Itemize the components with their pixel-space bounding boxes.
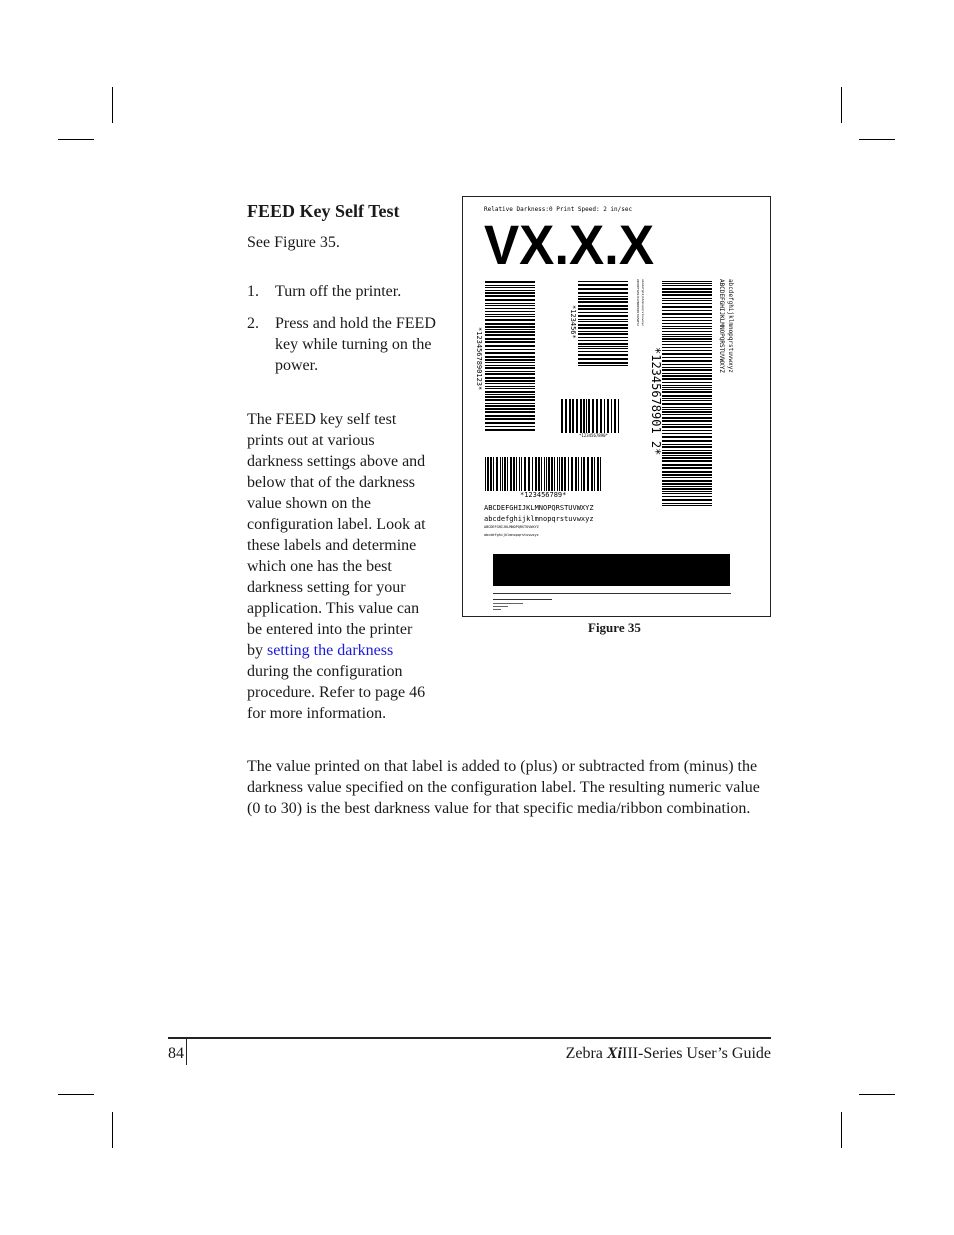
barcode-bar [485,290,535,291]
test-line [493,593,731,594]
barcode-bar [662,493,712,494]
barcode-horizontal-3 [561,399,619,433]
barcode-bar [485,338,535,340]
barcode-bar [485,383,535,384]
barcode-bar [485,403,535,404]
barcode-vertical-1 [485,281,535,431]
vertical-uppercase: ABCDEFGHIJKLMNOPQRSTUVWXYZ [718,279,725,373]
barcode-bar [485,415,535,417]
barcode-bar [600,457,601,491]
guide-title [566,1045,771,1063]
barcode-bar [485,334,535,336]
barcode-bar [662,391,712,393]
barcode-bar [662,440,712,442]
barcode-bar [662,298,712,299]
barcode-bar [662,457,712,459]
barcode-bar [578,284,628,286]
vertical-small-upper: ABCDEFGHIJKLMNOPQRSTUVWXYZ [636,279,640,326]
barcode-bar [587,457,589,491]
step-item [247,281,437,302]
barcode-bar [578,362,628,364]
barcode-bar [485,341,535,343]
label-header: Relative Darkness:0 Print Speed: 2 in/sec [484,206,633,213]
barcode-bar [662,455,712,456]
barcode-bar [578,354,628,356]
barcode4-text: *123456789* [520,491,567,499]
barcode-bar [662,387,712,388]
barcode-bar [485,429,535,431]
barcode-bar [662,505,712,506]
barcode-bar [662,491,712,492]
crop-mark [112,1112,113,1148]
steps-list [247,281,437,387]
barcode-bar [662,338,712,340]
barcode-bar [485,292,535,294]
barcode-bar [662,344,712,345]
barcode-bar [662,488,712,490]
barcode-bar [575,457,577,491]
barcode-bar [493,457,494,491]
barcode-bar [532,457,533,491]
barcode-bar [485,377,535,379]
crop-mark [58,139,94,140]
barcode-bar [662,373,712,374]
darkness-value-paragraph: The value printed on that label is added to (plus) or subtracted from (minus) the darkness value specified on the configuration label. The resulting numeric value (0 to 30) is the best darkness value for that specific media/ribbon combination. [247,758,760,817]
step-text: Turn off the printer. [275,283,402,300]
barcode3-text: *1234567890* [579,433,608,438]
barcode-bar [662,433,712,434]
barcode-bar [561,399,563,433]
barcode-bar [614,399,616,433]
barcode-bar [578,358,628,360]
barcode-bar [662,483,712,485]
barcode-bar [485,408,535,410]
barcode-bar [578,346,628,347]
barcode-bar [578,340,628,341]
barcode-bar [618,399,619,433]
barcode-bar [662,426,712,428]
barcode-bar [662,460,712,462]
barcode-bar [662,496,712,497]
line-uppercase: ABCDEFGHIJKLMNOPQRSTUVWXYZ [484,504,594,512]
barcode-bar [535,457,537,491]
barcode-bar [485,323,535,325]
barcode-bar [662,385,712,386]
barcode-bar [485,373,535,375]
barcode-bar [662,303,712,304]
step-number: 2. [247,315,259,332]
barcode-bar [662,353,712,355]
barcode-bar [541,457,542,491]
barcode-bar [662,306,712,308]
crop-mark [859,139,895,140]
barcode-bar [588,399,590,433]
barcode-bar [662,471,712,473]
barcode-bar [516,457,517,491]
barcode-bar [662,300,712,301]
barcode-bar [662,336,712,337]
barcode-bar [662,467,712,469]
barcode-bar [662,364,712,365]
barcode-bar [662,503,712,504]
barcode-bar [507,457,508,491]
barcode-bar [485,386,535,387]
barcode-bar [528,457,530,491]
barcode-bar [485,287,535,288]
barcode-bar [594,457,595,491]
barcode-bar [662,313,712,315]
barcode-bar [485,457,486,491]
barcode-bar [662,417,712,419]
barcode-bar [578,298,628,300]
barcode-bar [513,457,515,491]
barcode-bar [578,331,628,332]
barcode-bar [662,389,712,390]
barcode-bar [578,337,628,338]
barcode-bar [485,380,535,382]
barcode-bar [485,299,535,301]
barcode-horizontal-4 [485,457,601,491]
barcode-bar [662,480,712,482]
barcode-bar [485,388,535,389]
barcode-bar [662,350,712,351]
barcode-bar [583,399,585,433]
barcode-bar [662,334,712,335]
barcode-bar [662,323,712,324]
barcode-bar [662,407,712,408]
barcode2-text: *123456* [569,305,577,339]
barcode-bar [578,292,628,294]
barcode-bar [662,395,712,397]
barcode-bar [662,369,712,371]
black-block [493,554,730,586]
barcode-bar [662,317,712,318]
barcode-bar [485,426,535,427]
crop-mark [841,87,842,123]
barcode-bar [662,403,712,405]
barcode-bar [510,457,512,491]
barcode-bar [662,347,712,348]
barcode-bar [591,457,593,491]
barcode-bar [578,351,628,352]
barcode-bar [581,457,582,491]
barcode-bar [485,367,535,369]
barcode-bar [578,301,628,303]
test-line [493,606,508,607]
test-line [493,603,523,604]
barcode-bar [662,400,712,401]
barcode-bar [568,457,569,491]
barcode-bar [662,281,712,282]
section-title: FEED Key Self Test [247,201,400,221]
barcode-bar [485,281,535,283]
barcode-bar [578,457,579,491]
barcode-bar [578,327,628,329]
barcode-bar [485,422,535,424]
barcode-bar [485,359,535,361]
barcode-bar [578,365,628,366]
barcode-bar [662,320,712,321]
barcode-bar [572,399,574,433]
test-line [493,609,501,610]
barcode-bar [485,356,535,358]
barcode-bar [485,326,535,328]
barcode-bar [564,457,566,491]
barcode-bar [662,357,712,358]
barcode-bar [485,371,535,372]
barcode-bar [561,457,563,491]
barcode-bar [578,324,628,326]
barcode-bar [578,288,628,290]
barcode-bar [662,310,712,311]
barcode-bar [578,343,628,345]
barcode-bar [485,305,535,306]
barcode-vertical-5 [662,281,712,506]
barcode-bar [576,399,578,433]
page-number: 84 [168,1045,184,1062]
paragraph-text: during the configuration procedure. Refer to page 46 for more information. [247,663,426,722]
barcode-bar [662,430,712,431]
barcode-bar [551,457,553,491]
barcode-bar [557,457,558,491]
barcode-bar [485,362,535,363]
barcode-bar [485,396,535,398]
barcode-bar [662,452,712,454]
crop-mark [841,1112,842,1148]
line-lowercase: abcdefghijklmnopqrstuvwxyz [484,515,594,523]
crop-mark [859,1094,895,1095]
paragraph-text: The FEED key self test prints out at various darkness settings above and below that of the darkness value shown on the configuration label. Look at these labels and determine which one has the best darkness setting for your application. This value can be entered into the printer by [247,411,426,659]
barcode-bar [597,457,599,491]
barcode-bar [485,319,535,321]
barcode-bar [490,457,492,491]
barcode-bar [502,457,503,491]
barcode-bar [662,360,712,362]
barcode-bar [662,411,712,413]
barcode-bar [538,457,540,491]
barcode-bar [578,321,628,322]
guide-prefix: Zebra [565,1045,607,1062]
barcode-bar [578,348,628,349]
barcode-bar [662,474,712,476]
line-uppercase-small: ABCDEFGHIJKLMNOPQRSTUVWXYZ [484,525,539,529]
barcode-bar [662,444,712,445]
barcode-bar [662,378,712,380]
barcode-bar [485,329,535,330]
see-figure-text: See Figure 35. [247,234,340,251]
barcode-bar [521,457,522,491]
barcode-bar [662,283,712,284]
barcode-bar [662,326,712,327]
barcode-bar [662,398,712,399]
barcode-bar [662,291,712,293]
barcode-bar [662,367,712,368]
barcode-bar [662,409,712,410]
crop-mark [112,87,113,123]
barcode-bar [485,349,535,350]
barcode-bar [485,411,535,413]
barcode-bar [662,331,712,332]
barcode-bar [485,365,535,366]
step-number: 1. [247,283,259,300]
footer-rule [168,1037,771,1039]
barcode-bar [607,399,609,433]
barcode-bar [604,399,605,433]
barcode-bar [662,328,712,329]
barcode-bar [592,399,594,433]
barcode-bar [559,457,560,491]
barcode-bar [485,295,535,297]
barcode1-text: *1234567890123* [475,327,483,391]
sample-label-svg [463,197,770,616]
barcode-bar [485,311,535,312]
barcode-bar [485,316,535,317]
barcode-bar [554,457,555,491]
barcode-bar [662,285,712,286]
barcode-bar [578,315,628,317]
barcode-bar [662,499,712,501]
barcode-bar [662,424,712,425]
barcode-bar [487,457,489,491]
barcode-bar [662,446,712,448]
step-text: Press and hold the FEED key while turning on the power. [275,315,436,374]
barcode-bar [662,436,712,438]
barcode-bar [583,457,585,491]
barcode-bar [485,391,535,393]
barcode-bar [485,308,535,309]
barcode-bar [580,399,582,433]
barcode-bar [578,319,628,320]
barcode-bar [662,375,712,377]
barcode-bar [565,399,567,433]
barcode-bar [662,288,712,290]
barcode-bar [500,457,501,491]
line-lowercase-small: abcdefghijklmnopqrstuvwxyz [484,533,539,537]
guide-suffix: III-Series User’s Guide [622,1045,771,1062]
barcode-bar [662,294,712,296]
barcode-bar [662,486,712,487]
barcode-bar [578,281,628,282]
barcode-bar [662,464,712,466]
vertical-small-lower: abcdefghijklmnopqrstuvwxyz [641,279,645,326]
barcode-bar [662,414,712,415]
barcode-bar [662,477,712,478]
crop-mark [58,1094,94,1095]
barcode-bar [578,308,628,310]
barcode-bar [586,399,587,433]
barcode-vertical-2 [578,281,628,366]
self-test-paragraph [247,409,432,724]
barcode-bar [662,341,712,342]
barcode-bar [496,457,498,491]
barcode-bar [569,399,571,433]
vertical-lowercase: abcdefghijklmnopqrstuvwxyz [727,279,734,373]
barcode-bar [485,394,535,395]
step-item [247,313,437,376]
figure-label-image [462,196,771,617]
label-version: VX.X.X [484,213,654,276]
barcode-bar [485,285,535,286]
barcode-bar [596,399,598,433]
barcode-bar [504,457,506,491]
barcode-bar [662,450,712,451]
figure-caption: Figure 35 [588,620,641,635]
barcode-bar [662,382,712,383]
guide-brand: Xi [606,1045,622,1062]
barcode-bar [485,331,535,333]
barcode-bar [662,420,712,422]
barcode-bar [578,312,628,313]
barcode-bar [546,457,547,491]
big-vertical-text: *12345678901 2* [649,347,663,456]
barcode-bar [485,345,535,347]
barcode-bar [485,399,535,401]
barcode-bar [611,399,612,433]
barcode-bar [485,314,535,315]
barcode-bar [571,457,573,491]
barcode-bar [548,457,550,491]
barcode-bar [519,457,520,491]
barcode-bar [578,305,628,307]
barcode-bar [485,405,535,407]
barcode-bar [544,457,545,491]
setting-darkness-link[interactable]: setting the darkness [267,642,394,659]
barcode-bar [524,457,526,491]
barcode-bar [578,296,628,297]
barcode-bar [485,352,535,354]
barcode-bar [578,333,628,335]
footer-tick [186,1039,187,1065]
barcode-bar [485,418,535,420]
barcode-bar [600,399,602,433]
test-line [493,599,552,600]
barcode-bar [485,303,535,304]
